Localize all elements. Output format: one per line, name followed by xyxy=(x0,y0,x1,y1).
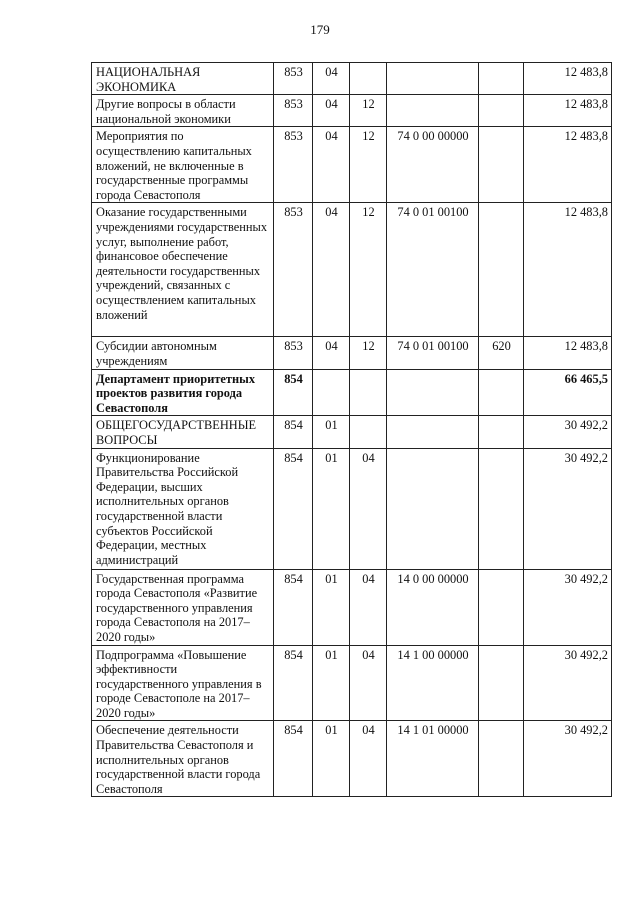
budget-table-body xyxy=(92,63,612,797)
cell-name: Департамент приоритетных проектов развития города Севастополя xyxy=(92,369,274,416)
cell-ministry-code: 854 xyxy=(274,369,313,416)
cell-target-article xyxy=(387,95,479,127)
page-number: 179 xyxy=(310,22,330,37)
cell-ministry-code: 853 xyxy=(274,127,313,203)
cell-name: Функционирование Правительства Российской Федерации, высших исполнительных органов государственной власти субъектов Российской Федерации, местных администраций xyxy=(92,448,274,569)
cell-name: Государственная программа города Севастополя «Развитие государственного управления города Севастополя на 2017–2020 годы» xyxy=(92,569,274,645)
cell-target-article: 14 1 00 00000 xyxy=(387,645,479,721)
cell-ministry-code: 854 xyxy=(274,569,313,645)
table-row xyxy=(92,416,612,448)
cell-ministry-code: 853 xyxy=(274,63,313,95)
cell-expense-type xyxy=(479,569,524,645)
cell-amount: 12 483,8 xyxy=(524,95,612,127)
cell-amount: 30 492,2 xyxy=(524,569,612,645)
cell-subsection: 04 xyxy=(350,721,387,797)
cell-expense-type xyxy=(479,448,524,569)
cell-subsection: 04 xyxy=(350,448,387,569)
cell-section: 01 xyxy=(313,448,350,569)
cell-target-article xyxy=(387,416,479,448)
cell-section: 01 xyxy=(313,416,350,448)
table-row xyxy=(92,569,612,645)
cell-amount: 66 465,5 xyxy=(524,369,612,416)
cell-expense-type xyxy=(479,645,524,721)
cell-subsection: 12 xyxy=(350,95,387,127)
cell-target-article: 74 0 01 00100 xyxy=(387,337,479,369)
cell-ministry-code: 854 xyxy=(274,645,313,721)
table-row xyxy=(92,448,612,569)
cell-amount: 12 483,8 xyxy=(524,127,612,203)
cell-section: 01 xyxy=(313,645,350,721)
cell-name: Обеспечение деятельности Правительства Севастополя и исполнительных органов государственной власти города Севастополя xyxy=(92,721,274,797)
cell-subsection: 12 xyxy=(350,127,387,203)
cell-section: 04 xyxy=(313,63,350,95)
cell-subsection xyxy=(350,369,387,416)
cell-section: 04 xyxy=(313,127,350,203)
cell-subsection: 04 xyxy=(350,645,387,721)
cell-section: 04 xyxy=(313,203,350,337)
cell-target-article xyxy=(387,448,479,569)
cell-expense-type xyxy=(479,95,524,127)
cell-section: 01 xyxy=(313,569,350,645)
cell-subsection: 04 xyxy=(350,569,387,645)
cell-expense-type xyxy=(479,721,524,797)
cell-ministry-code: 853 xyxy=(274,337,313,369)
cell-target-article xyxy=(387,63,479,95)
cell-target-article: 14 1 01 00000 xyxy=(387,721,479,797)
cell-ministry-code: 853 xyxy=(274,203,313,337)
cell-amount: 30 492,2 xyxy=(524,645,612,721)
table-row xyxy=(92,369,612,416)
cell-subsection: 12 xyxy=(350,337,387,369)
table-row xyxy=(92,721,612,797)
cell-expense-type xyxy=(479,63,524,95)
cell-section: 04 xyxy=(313,95,350,127)
cell-section xyxy=(313,369,350,416)
cell-expense-type xyxy=(479,127,524,203)
cell-ministry-code: 854 xyxy=(274,448,313,569)
cell-name: Другие вопросы в области национальной экономики xyxy=(92,95,274,127)
cell-target-article: 74 0 01 00100 xyxy=(387,203,479,337)
cell-ministry-code: 853 xyxy=(274,95,313,127)
table-row xyxy=(92,337,612,369)
cell-name: НАЦИОНАЛЬНАЯ ЭКОНОМИКА xyxy=(92,63,274,95)
cell-expense-type xyxy=(479,416,524,448)
cell-target-article: 74 0 00 00000 xyxy=(387,127,479,203)
budget-table xyxy=(91,62,612,797)
cell-name: Мероприятия по осуществлению капитальных вложений, не включенные в государственные программы города Севастополя xyxy=(92,127,274,203)
cell-name: Подпрограмма «Повышение эффективности государственного управления в городе Севастополе на 2017–2020 годы» xyxy=(92,645,274,721)
cell-name: ОБЩЕГОСУДАРСТВЕННЫЕ ВОПРОСЫ xyxy=(92,416,274,448)
cell-section: 01 xyxy=(313,721,350,797)
cell-name: Субсидии автономным учреждениям xyxy=(92,337,274,369)
table-row xyxy=(92,203,612,337)
cell-subsection xyxy=(350,63,387,95)
cell-amount: 30 492,2 xyxy=(524,416,612,448)
cell-expense-type xyxy=(479,203,524,337)
cell-target-article xyxy=(387,369,479,416)
cell-name: Оказание государственными учреждениями государственных услуг, выполнение работ, финансовое обеспечение деятельности государственных учреждений, связанных с осуществлением капитальных вложений xyxy=(92,203,274,337)
cell-ministry-code: 854 xyxy=(274,721,313,797)
table-row xyxy=(92,63,612,95)
cell-section: 04 xyxy=(313,337,350,369)
table-row xyxy=(92,645,612,721)
cell-target-article: 14 0 00 00000 xyxy=(387,569,479,645)
cell-amount: 12 483,8 xyxy=(524,63,612,95)
cell-ministry-code: 854 xyxy=(274,416,313,448)
cell-amount: 12 483,8 xyxy=(524,203,612,337)
table-row xyxy=(92,95,612,127)
cell-expense-type xyxy=(479,369,524,416)
cell-expense-type: 620 xyxy=(479,337,524,369)
cell-subsection: 12 xyxy=(350,203,387,337)
cell-amount: 30 492,2 xyxy=(524,448,612,569)
cell-amount: 12 483,8 xyxy=(524,337,612,369)
cell-amount: 30 492,2 xyxy=(524,721,612,797)
table-row xyxy=(92,127,612,203)
cell-subsection xyxy=(350,416,387,448)
